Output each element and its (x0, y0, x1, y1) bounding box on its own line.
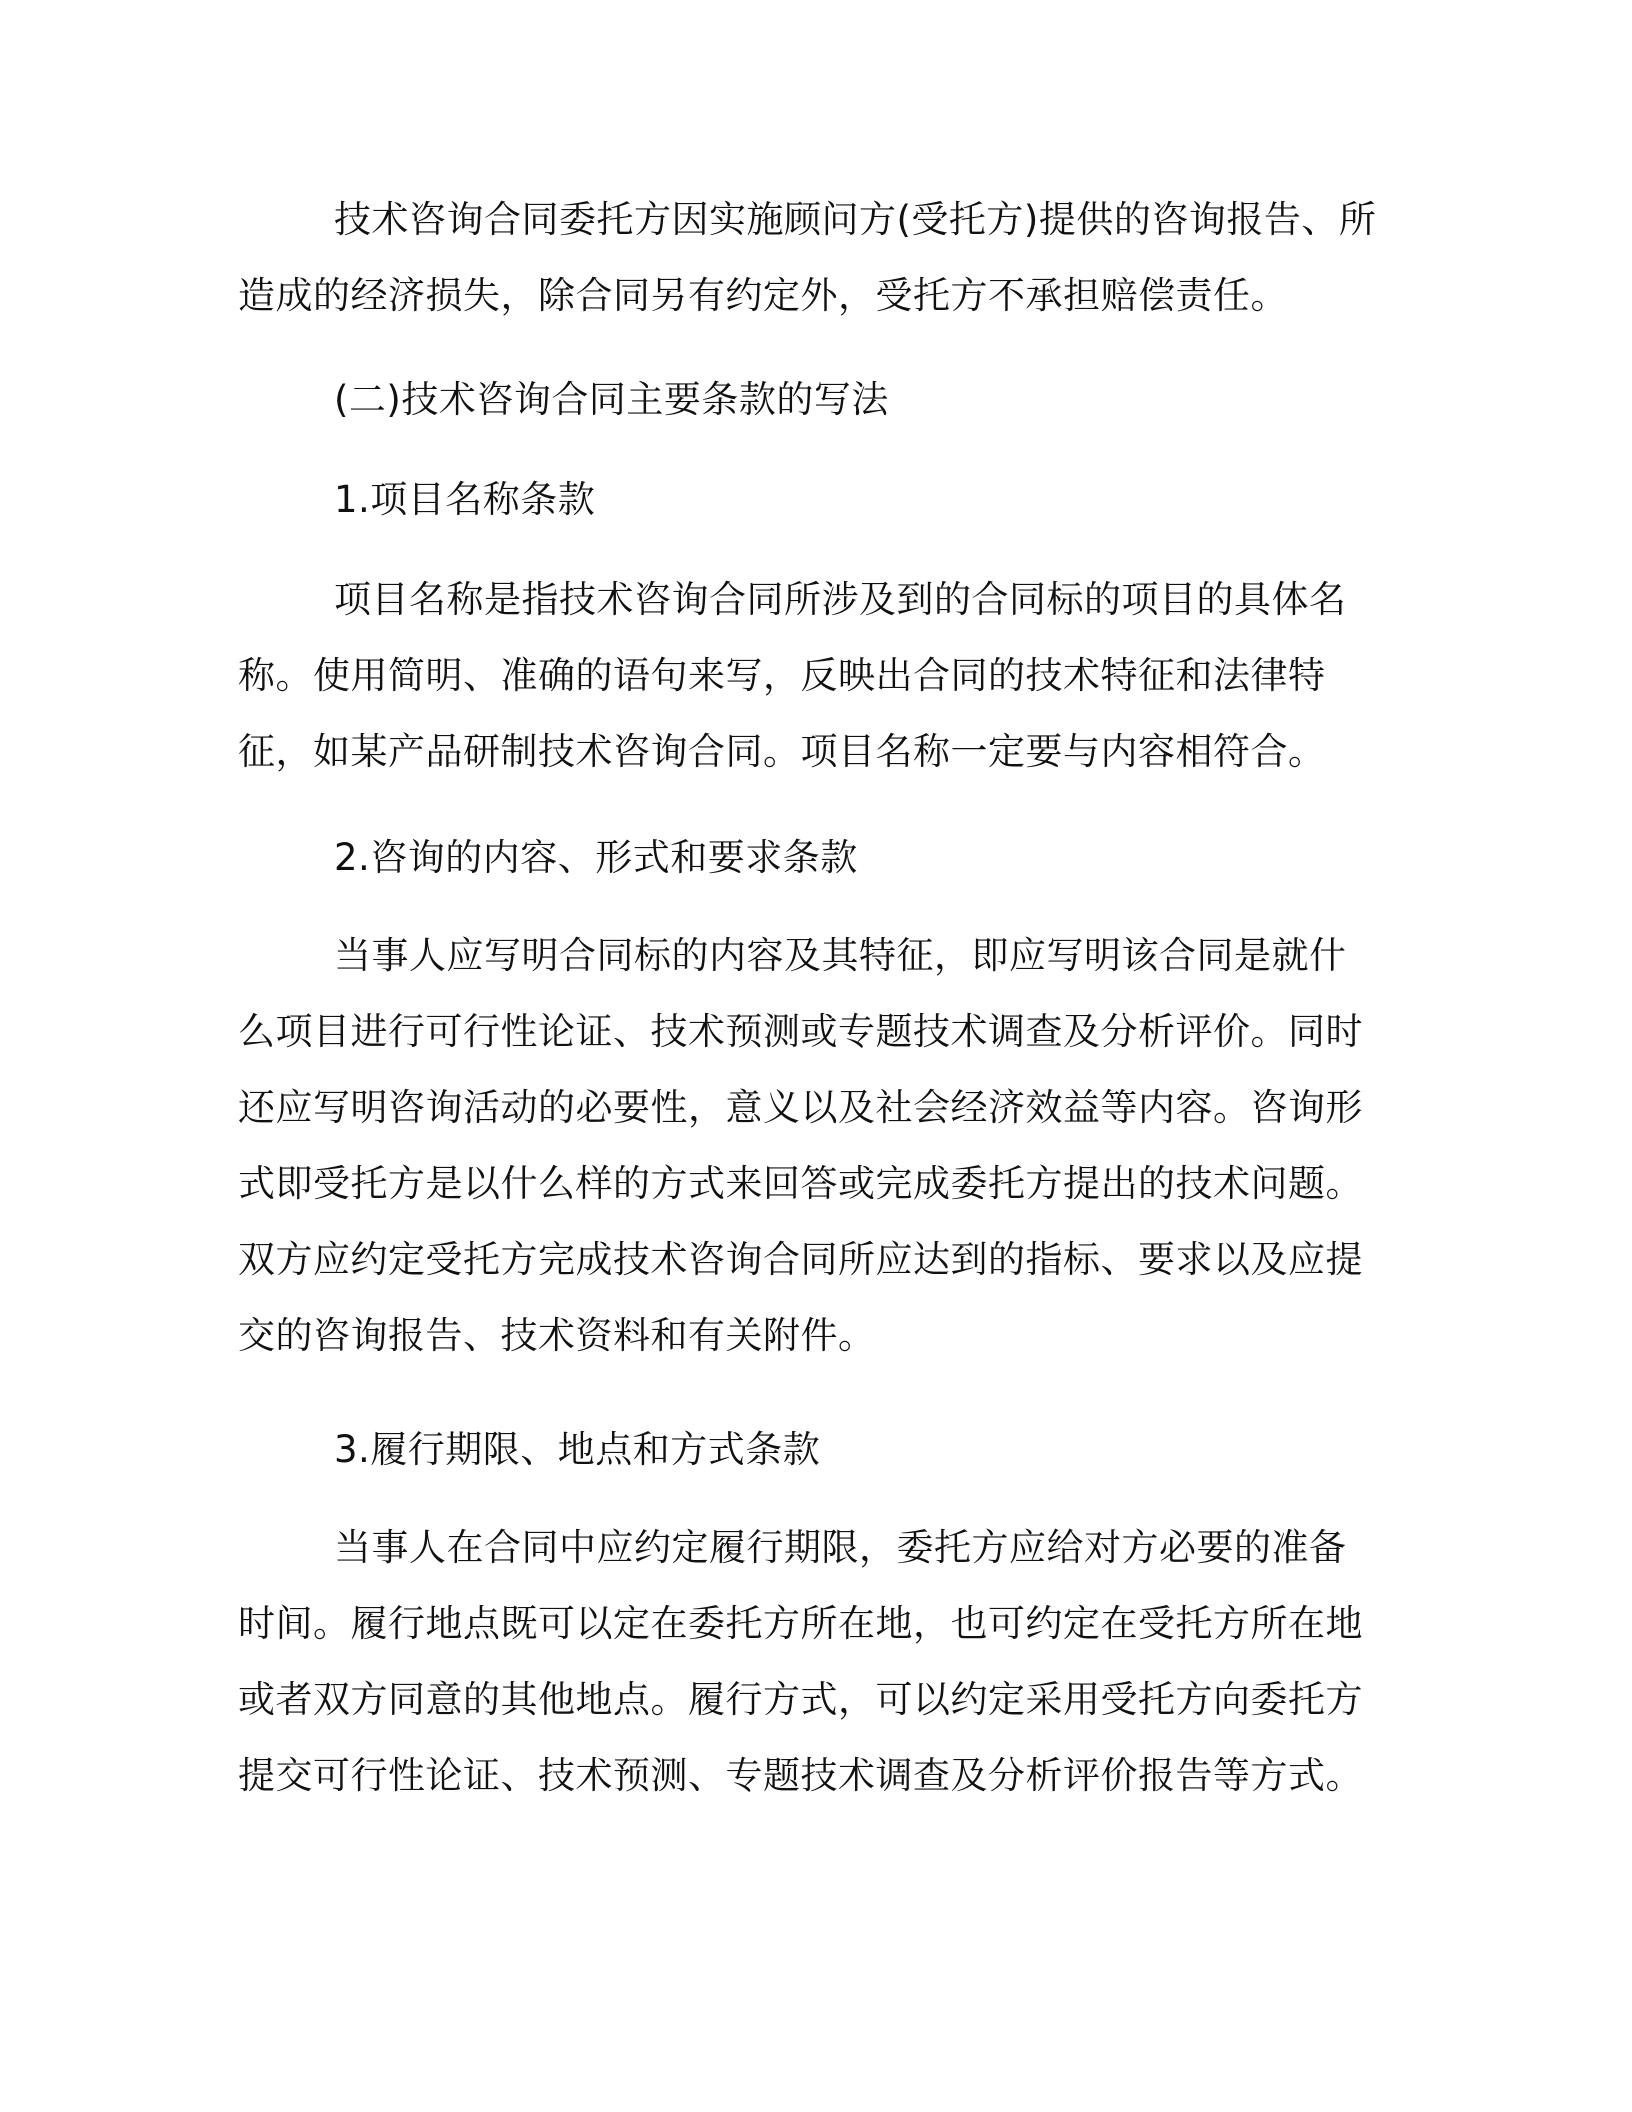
subheading-content-form-requirements: 2.咨询的内容、形式和要求条款 (334, 836, 858, 879)
paragraph-content-form-requirements: 当事人应写明合同标的内容及其特征，即应写明该合同是就什么项目进行可行性论证、技术预测或专题技术调查及分析评价。同时还应写明咨询活动的必要性，意义以及社会经济效益等内容。咨询形式即受托方是以什么样的方式来回答或完成委托方提出的技术问题。双方应约定受托方完成技术咨询合同所应达到的指标、要求以及应提交的咨询报告、技术资料和有关附件。 (238, 934, 1363, 1357)
section-heading-writing-method: (二)技术咨询合同主要条款的写法 (334, 378, 889, 421)
paragraph-project-name: 项目名称是指技术咨询合同所涉及到的合同标的项目的具体名称。使用简明、准确的语句来写，反映出合同的技术特征和法律特征，如某产品研制技术咨询合同。项目名称一定要与内容相符合。 (238, 578, 1347, 773)
subheading-project-name: 1.项目名称条款 (334, 478, 596, 521)
subheading-performance-terms: 3.履行期限、地点和方式条款 (334, 1428, 821, 1471)
paragraph-liability: 技术咨询合同委托方因实施顾问方(受托方)提供的咨询报告、所造成的经济损失，除合同另有约定外，受托方不承担赔偿责任。 (238, 198, 1377, 317)
paragraph-performance-terms: 当事人在合同中应约定履行期限，委托方应给对方必要的准备时间。履行地点既可以定在委托方所在地，也可约定在受托方所在地或者双方同意的其他地点。履行方式，可以约定采用受托方向委托方提交可行性论证、技术预测、专题技术调查及分析评价报告等方式。 (238, 1526, 1363, 1797)
